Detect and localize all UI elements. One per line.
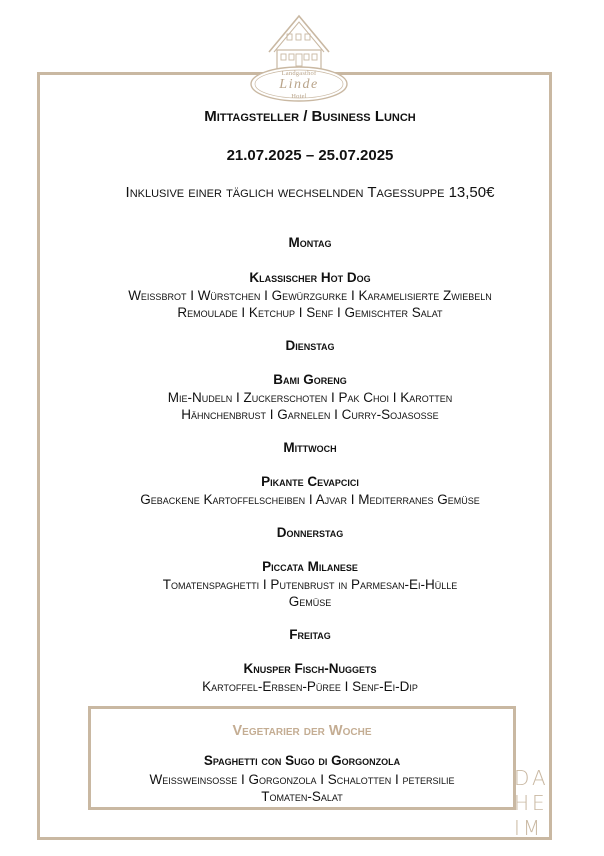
vegetarian-description-line: Weißweinsoße I Gorgonzola I Schalotten I petersilie <box>149 772 455 787</box>
day-heading: Freitag <box>289 627 331 642</box>
vegetarian-box <box>88 706 516 810</box>
vegetarian-description-line: Tomaten-Salat <box>261 789 343 804</box>
day-heading: Donnerstag <box>276 525 344 540</box>
dish-name: Knusper Fisch-Nuggets <box>243 661 377 676</box>
day-heading: Montag <box>288 235 332 250</box>
dish-description-line: Gemüse <box>288 594 332 609</box>
brand-mark-line: HE <box>514 791 548 815</box>
dish-description-line: Tomatenspaghetti I Putenbrust in Parmesan-Ei-Hülle <box>162 577 458 592</box>
day-heading: Dienstag <box>285 338 335 353</box>
vegetarian-description <box>91 771 513 805</box>
daheim-brand-mark <box>514 766 554 841</box>
dish-description-line: Remoulade I Ketchup I Senf I Gemischter Salat <box>177 305 443 320</box>
dish-description-line: Hähnchenbrust I Garnelen I Curry-Sojasoße <box>181 407 439 422</box>
hotel-logo <box>247 12 351 104</box>
menu-dates: 21.07.2025 – 25.07.2025 <box>226 147 394 164</box>
vegetarian-dish: Spaghetti con Sugo di Gorgonzola <box>203 753 401 768</box>
dish-name: Piccata Milanese <box>262 559 358 574</box>
dish-description-line: Kartoffel-Erbsen-Püree I Senf-Ei-Dip <box>202 679 418 694</box>
brand-mark-line: IM <box>514 816 544 840</box>
menu-title: Mittagsteller / Business Lunch <box>204 108 416 125</box>
menu-subtitle: Inklusive einer täglich wechselnden Tagessuppe 13,50€ <box>125 184 495 201</box>
dish-name: Bami Goreng <box>273 372 347 387</box>
dish-description-line: Weißbrot I Würstchen I Gewürzgurke I Karamelisierte Zwiebeln <box>128 288 492 303</box>
dish-name: Pikante Cevapcici <box>261 474 359 489</box>
day-heading: Mittwoch <box>283 440 337 455</box>
logo-line-1: Landgasthof <box>281 70 317 77</box>
dish-description-line: Mie-Nudeln I Zuckerschoten I Pak Choi I Karotten <box>167 390 453 405</box>
logo-line-3: Hotel <box>291 93 307 100</box>
dish-name: Klassischer Hot Dog <box>249 270 371 285</box>
brand-mark-line: DA <box>514 766 549 790</box>
logo-name: Linde <box>279 77 319 92</box>
vegetarian-title: Vegetarier der Woche <box>232 723 372 739</box>
dish-description-line: Gebackene Kartoffelscheiben I Ajvar I Mediterranes Gemüse <box>140 492 480 507</box>
